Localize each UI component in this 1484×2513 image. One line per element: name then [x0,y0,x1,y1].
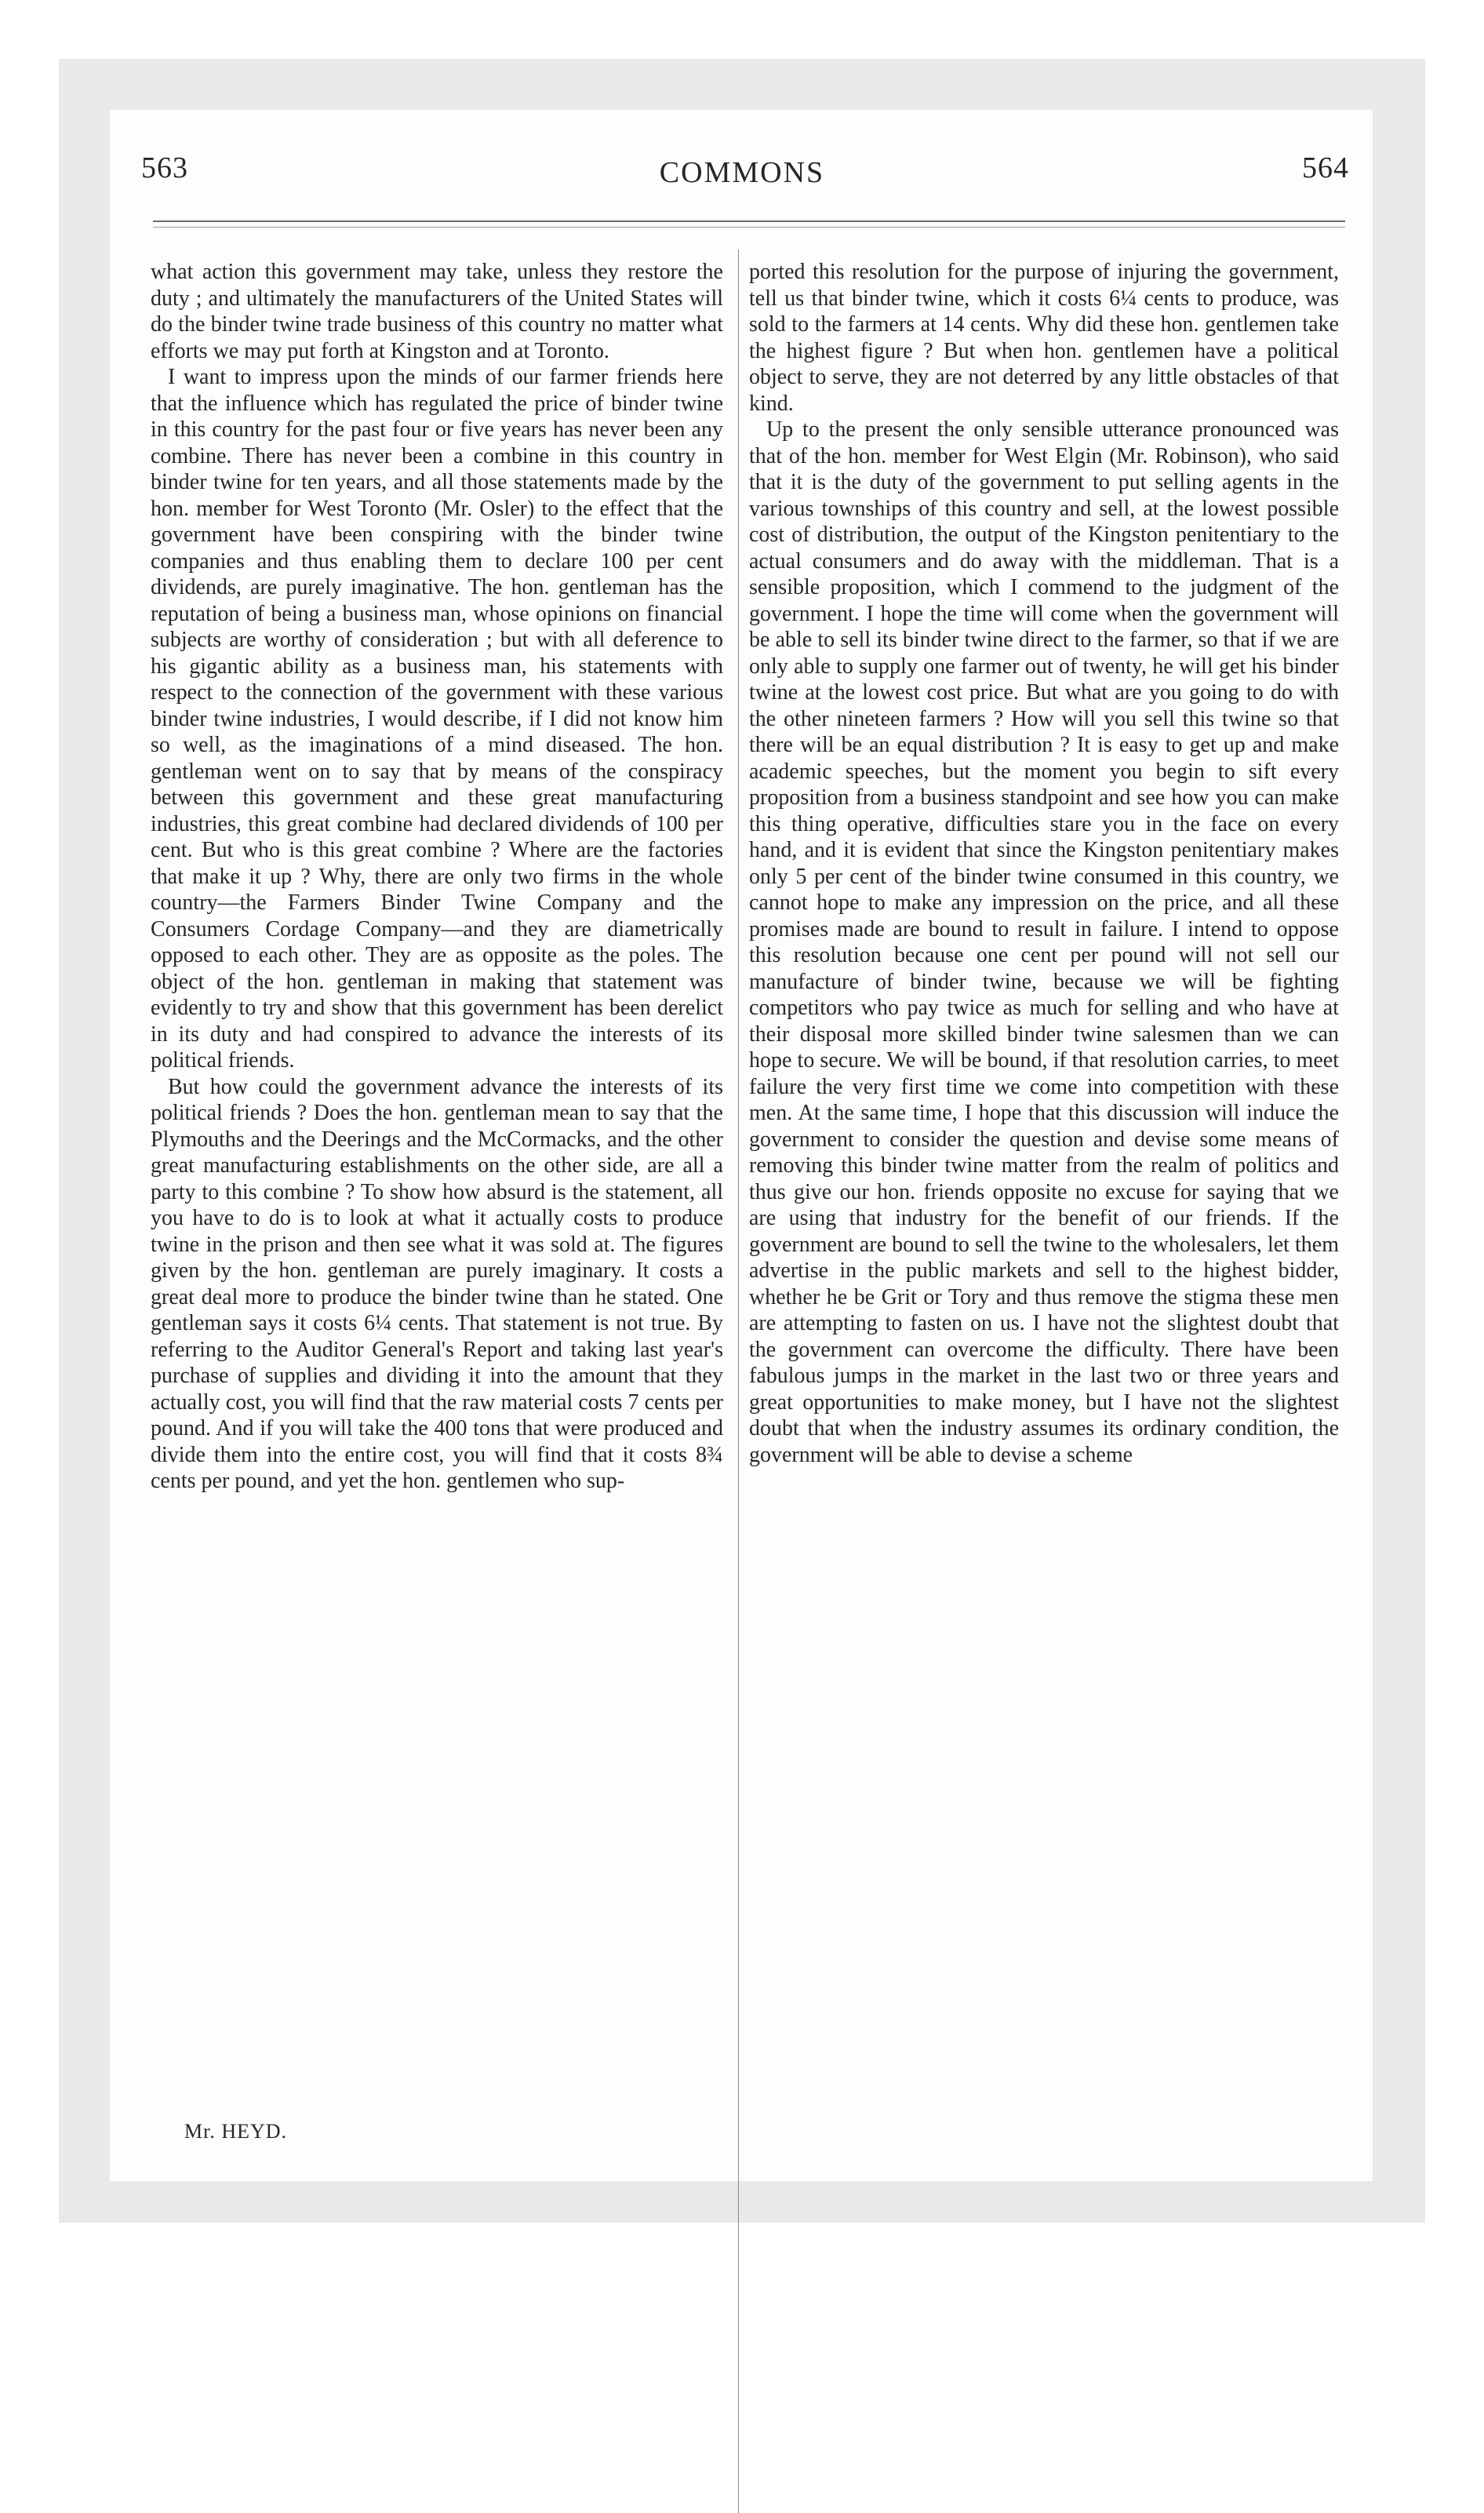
page-number-left: 563 [141,151,188,184]
paragraph: I want to impress upon the minds of our farmer friends here that the influence which has regulated the price of binder twine in this country for the past four or five years has never been any combine. There has never been a combine in this country in binder twine for ten years, and all those statements made by the hon. member for West Toronto (Mr. Osler) to the effect that the government have been conspiring with the binder twine companies and thus enabling them to declare 100 per cent dividends, are purely imaginative. The hon. gentleman has the reputation of being a business man, whose opinions on financial subjects are worthy of consideration ; but with all deference to his gigantic ability as a business man, his statements with respect to the connection of the government with these various binder twine industries, I would describe, if I did not know him so well, as the imaginations of a mind diseased. The hon. gentleman went on to say that by means of the conspiracy between this government and these great manufacturing industries, this great combine had declared dividends of 100 per cent. But who is this great combine ? Where are the factories that make it up ? Why, there are only two firms in the whole country—the Farmers Binder Twine Company and the Consumers Cordage Company—and they are diametrically opposed to each other. They are as opposite as the poles. The object of the hon. gentleman in making that statement was evidently to try and show that this government has been derelict in its duty and had conspired to advance the interests of its political friends. [151,365,723,1073]
page-number-right: 564 [1302,151,1349,184]
paragraph: But how could the government advance the interests of its political friends ? Does the hon. gentleman mean to say that the Plymouths and the Deerings and the McCormacks, and the other great manufacturing establishments on the other side, are all a party to this combine ? To show how absurd is the statement, all you have to do is to look at what it actually costs to produce twine in the prison and then see what it was sold at. The figures given by the hon. gentleman are purely imaginary. It costs a great deal more to produce the binder twine than he stated. One gentleman says it costs 6¼ cents. That statement is not true. By referring to the Auditor General's Report and taking last year's purchase of supplies and dividing it into the amount that they actually cost, you will find that the raw material costs 7 cents per pound. And if you will take the 400 tons that were produced and divide them into the entire cost, you will find that it costs 8¾ cents per pound, and yet the hon. gentlemen who sup- [151,1074,723,1493]
header-rule [153,220,1345,222]
paragraph: Up to the present the only sensible utterance pronounced was that of the hon. member for West Elgin (Mr. Robinson), who said that it is the duty of the government to put selling agents in the various townships of this country and sell, at the lowest possible cost of distribution, the output of the Kingston penitentiary to the actual consumers and do away with the middleman. That is a sensible proposition, which I commend to the judgment of the government. I hope the time will come when the government will be able to sell its binder twine direct to the farmer, so that if we are only able to supply one farmer out of twenty, he will get his binder twine at the lowest cost price. But what are you going to do with the other nineteen farmers ? How will you sell this twine so that there will be an equal distribution ? It is easy to get up and make academic speeches, but the moment you begin to sift every proposition from a business standpoint and see how you can make this thing operative, difficulties stare you in the face on every hand, and it is evident that since the Kingston penitentiary makes only 5 per cent of the binder twine consumed in this country, we cannot hope to make any impression on the price, and all these promises made are bound to result in failure. I intend to oppose this resolution because one cent per pound will not sell our manufacture of binder twine, because we will be fighting competitors who pay twice as much for selling and who have at their disposal more skilled binder twine salesmen than we can hope to secure. We will be bound, if that resolution carries, to meet failure the very first time we come into competition with these men. At the same time, I hope that this discussion will induce the government to consider the question and devise some means of removing this binder twine matter from the realm of politics and thus give our hon. friends opposite no excuse for saying that we are using that industry for the benefit of our friends. If the government are bound to sell the twine to the wholesalers, let them advertise in the public markets and sell to the highest bidder, whether he be Grit or Tory and thus remove the stigma these men are attempting to fasten on us. I have not the slightest doubt that the government can overcome the difficulty. There have been fabulous jumps in the market in the last two or three years and great opportunities to make money, but I have not the slightest doubt that when the industry assumes its ordinary condition, the government will be able to devise a scheme [749,417,1339,1467]
column-divider [738,249,739,2513]
paragraph: ported this resolution for the purpose of injuring the government, tell us that binder twine, which it costs 6¼ cents to produce, was sold to the farmers at 14 cents. Why did these hon. gentlemen take the highest figure ? But when hon. gentlemen have a political object to serve, they are not deterred by any little obstacles of that kind. [749,260,1339,416]
running-head: COMMONS [659,156,825,189]
speaker-label: Mr. HEYD. [184,2120,288,2143]
header-rule-thin [153,227,1345,228]
right-column [749,259,1339,1468]
paragraph: what action this government may take, unless they restore the duty ; and ultimately the manufacturers of the United States will do the binder twine trade business of this country no matter what efforts we may put forth at Kingston and at Toronto. [151,260,723,363]
left-column [151,259,723,1495]
